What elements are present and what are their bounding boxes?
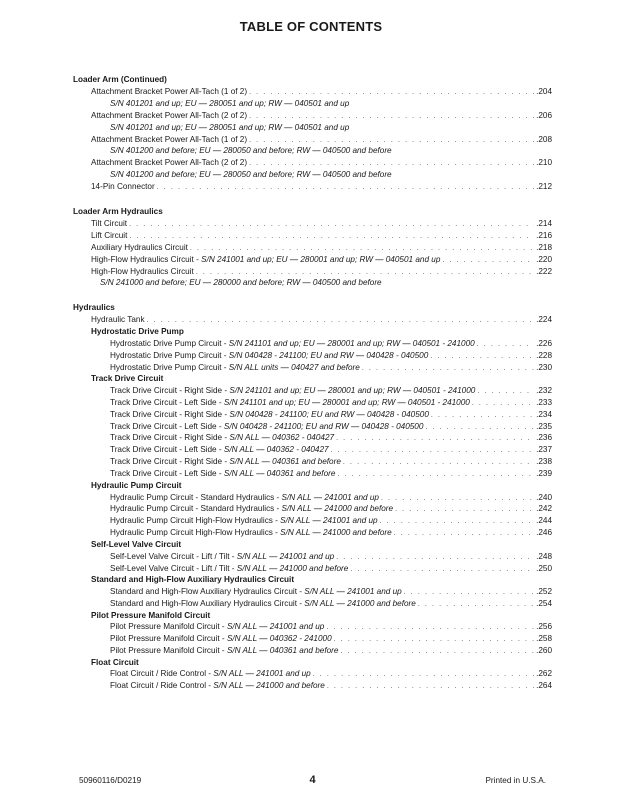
dot-leader (327, 681, 534, 693)
entry-title (110, 527, 392, 539)
page-number: 4 (309, 774, 316, 786)
entry-title-text: Attachment Bracket Power All-Tach (1 of 2) (91, 134, 248, 144)
entry-title-text: Self-Level Valve Circuit - Lift / Tilt - (110, 551, 237, 561)
toc-entry[interactable] (73, 362, 552, 374)
entry-page-number: .236 (536, 433, 552, 443)
entry-title (110, 515, 378, 527)
section-heading: Loader Arm (Continued) (73, 75, 167, 84)
entry-serial-range: S/N ALL — 241000 and before (281, 504, 394, 514)
dot-leader (477, 339, 534, 351)
toc-entry[interactable] (73, 668, 552, 680)
entry-page-number: .212 (536, 182, 552, 192)
entry-serial-range: S/N 401200 and before; EU — 280050 and before; RW — 040500 and before (110, 170, 392, 180)
entry-serial-range: S/N ALL — 040361 and before (223, 469, 336, 479)
entry-page-number: .226 (536, 338, 552, 348)
entry-title-text: Attachment Bracket Power All-Tach (1 of 2) (91, 87, 248, 96)
dot-leader (472, 398, 534, 410)
entry-page-number: .222 (536, 266, 552, 276)
entry-serial-range: S/N ALL — 241001 and up (280, 516, 378, 526)
entry-serial-range: S/N ALL — 040361 and before (229, 457, 341, 467)
entry-serial-range: S/N ALL — 241001 and up (281, 492, 379, 502)
toc-entry[interactable] (73, 633, 552, 645)
entry-title-text: Hydraulic Tank (91, 315, 145, 325)
toc-entry[interactable] (73, 456, 552, 468)
toc-section (73, 302, 552, 692)
entry-title (91, 110, 247, 122)
entry-title-text: Auxiliary Hydraulics Circuit (91, 242, 188, 252)
entry-page-number: .210 (536, 158, 552, 168)
toc-section (73, 206, 552, 289)
entry-title-text: Lift Circuit (91, 230, 128, 240)
toc-entry[interactable] (73, 645, 552, 657)
entry-title (110, 563, 348, 575)
toc-entry[interactable] (73, 551, 552, 563)
entry-title (110, 492, 379, 504)
dot-leader (343, 457, 534, 469)
entry-title-text: Track Drive Circuit - Left Side - (110, 445, 224, 455)
entry-title-text: Track Drive Circuit - Right Side - (110, 433, 230, 443)
entry-title (110, 586, 402, 598)
entry-page-number: .218 (536, 242, 552, 252)
entry-title-text: Track Drive Circuit - Left Side - (110, 469, 224, 479)
dot-leader (157, 182, 534, 194)
dot-leader (362, 363, 534, 375)
entry-title-text: Hydrostatic Drive Pump Circuit - (110, 362, 229, 372)
entry-page-number: .262 (536, 669, 552, 679)
entry-title-text: Standard and High-Flow Auxiliary Hydraulics Circuit - (110, 598, 305, 608)
entry-title (91, 254, 440, 266)
toc-entry[interactable] (73, 254, 552, 266)
entry-title-text: Hydrostatic Drive Pump Circuit - (110, 350, 229, 360)
entry-serial-range: S/N 040428 - 241100; EU and RW — 040428 - 040500 (229, 409, 429, 419)
entry-page-number: .230 (536, 362, 552, 372)
entry-title-text: 14-Pin Connector (91, 182, 155, 192)
entry-page-number: .238 (536, 457, 552, 467)
table-of-contents (73, 74, 552, 692)
entry-page-number: .256 (536, 622, 552, 632)
entry-serial-range: S/N ALL — 241001 and up (304, 586, 402, 596)
entry-serial-range: S/N 241101 and up; EU — 280001 and up; RW — 040501 - 241000 (223, 397, 470, 407)
entry-title-text: Track Drive Circuit - Left Side - (110, 397, 224, 407)
dot-leader (380, 516, 534, 528)
entry-title (110, 645, 338, 657)
dot-leader (394, 528, 534, 540)
entry-title-text: Hydrostatic Drive Pump Circuit - (110, 338, 229, 348)
dot-leader (340, 646, 534, 658)
toc-entry[interactable] (73, 503, 552, 515)
entry-page-number: .248 (536, 551, 552, 561)
toc-entry[interactable] (73, 338, 552, 350)
entry-title (91, 314, 145, 326)
entry-page-number: .206 (536, 110, 552, 120)
toc-entry[interactable] (73, 409, 552, 421)
entry-title (91, 242, 188, 254)
entry-serial-range: S/N ALL — 241000 and before (304, 598, 416, 608)
entry-title (110, 456, 341, 468)
toc-entry[interactable] (73, 515, 552, 527)
entry-title-text: Track Drive Circuit - Right Side - (110, 409, 230, 419)
entry-title-text: Pilot Pressure Manifold Circuit - (110, 645, 227, 655)
toc-entry[interactable] (73, 444, 552, 456)
entry-title (110, 432, 334, 444)
entry-serial-range: S/N 401201 and up; EU — 280051 and up; RW — 040501 and up (110, 122, 350, 132)
entry-page-number: .239 (536, 469, 552, 479)
toc-entry[interactable] (73, 421, 552, 433)
entry-title (91, 181, 155, 193)
entry-serial-range: S/N ALL — 241000 and before (280, 528, 392, 538)
section-heading: Loader Arm Hydraulics (73, 207, 163, 217)
entry-title (110, 598, 416, 610)
toc-entry[interactable] (73, 181, 552, 193)
toc-entry[interactable] (73, 86, 552, 110)
dot-leader (334, 634, 534, 646)
entry-title-text: Float Circuit / Ride Control - (110, 681, 214, 691)
toc-section (73, 74, 552, 193)
toc-entry[interactable] (73, 598, 552, 610)
entry-page-number: .254 (536, 598, 552, 608)
entry-page-number: .224 (536, 315, 552, 325)
entry-page-number: .242 (536, 504, 552, 514)
entry-page-number: .264 (536, 681, 552, 691)
entry-title-text: Hydraulic Pump Circuit High-Flow Hydraulics - (110, 516, 281, 526)
entry-serial-range: S/N ALL — 241000 and before (213, 681, 325, 691)
toc-entry[interactable] (73, 397, 552, 409)
entry-page-number: .250 (536, 563, 552, 573)
dot-leader (381, 493, 534, 505)
entry-serial-range: S/N 401200 and before; EU — 280050 and before; RW — 040500 and before (110, 146, 392, 156)
entry-title (110, 444, 329, 456)
entry-page-number: .214 (536, 219, 552, 229)
entry-title-text: Hydraulic Pump Circuit High-Flow Hydraulics - (110, 528, 281, 538)
entry-page-number: .233 (536, 397, 552, 407)
subsection-heading: Hydrostatic Drive Pump (91, 327, 184, 337)
subsection-heading: Self-Level Valve Circuit (91, 540, 182, 550)
entry-page-number: .232 (536, 385, 552, 395)
entry-title-text: Float Circuit / Ride Control - (110, 669, 214, 679)
entry-title (110, 385, 475, 397)
subsection-heading: Hydraulic Pump Circuit (91, 481, 182, 491)
entry-page-number: .237 (536, 445, 552, 455)
entry-serial-range: S/N ALL — 241000 and before (236, 563, 349, 573)
toc-entry[interactable] (73, 242, 552, 254)
dot-leader (337, 469, 534, 481)
entry-page-number: .234 (536, 409, 552, 419)
toc-entry[interactable] (73, 110, 552, 134)
toc-entry[interactable] (73, 527, 552, 539)
entry-serial-range: S/N ALL — 241001 and up (236, 551, 335, 561)
entry-title (91, 218, 127, 230)
subsection-heading: Pilot Pressure Manifold Circuit (91, 610, 211, 620)
entry-serial-range: S/N ALL — 040362 - 040427 (229, 433, 335, 443)
entry-serial-range: S/N ALL — 241001 and up (226, 622, 325, 632)
entry-title-text: Tilt Circuit (91, 219, 128, 229)
page-title: TABLE OF CONTENTS (239, 19, 383, 34)
entry-title (110, 503, 393, 515)
toc-entry[interactable] (73, 218, 552, 230)
subsection-heading: Standard and High-Flow Auxiliary Hydraulics Circuit (91, 575, 295, 585)
dot-leader (129, 231, 534, 243)
dot-leader (326, 622, 534, 634)
entry-serial-range: S/N 241000 and before; EU — 280000 and before; RW — 040500 and before (100, 278, 382, 288)
entry-serial-range: S/N 040428 - 241100; EU and RW — 040428 - 040500 (223, 421, 424, 431)
entry-title (110, 621, 324, 633)
entry-title-text: High-Flow Hydraulics Circuit - (91, 254, 202, 264)
entry-page-number: .258 (536, 634, 552, 644)
dot-leader (313, 669, 534, 681)
entry-title (91, 134, 247, 146)
entry-page-number: .252 (536, 586, 552, 596)
printed-in: Printed in U.S.A. (485, 776, 546, 785)
dot-leader (418, 599, 534, 611)
subsection-heading: Track Drive Circuit (91, 374, 164, 384)
entry-title-text: Pilot Pressure Manifold Circuit - (110, 634, 227, 644)
entry-title (110, 397, 470, 409)
entry-title-text: Track Drive Circuit - Right Side - (110, 385, 230, 395)
entry-title (91, 86, 247, 98)
toc-entry[interactable] (73, 157, 552, 181)
entry-page-number: .244 (536, 516, 552, 526)
entry-title (110, 338, 475, 350)
entry-serial-range: S/N ALL — 241001 and up (213, 669, 311, 679)
toc-entry[interactable] (73, 230, 552, 242)
entry-serial-range: S/N 040428 - 241100; EU and RW — 040428 - 040500 (228, 350, 429, 360)
entry-serial-range: S/N ALL — 040362 - 040427 (223, 445, 329, 455)
entry-title (110, 421, 423, 433)
dot-leader (425, 422, 534, 434)
entry-title (110, 409, 429, 421)
toc-entry[interactable] (73, 385, 552, 397)
entry-title (110, 362, 360, 374)
entry-title (91, 266, 194, 278)
entry-title (91, 157, 247, 169)
entry-title-text: Hydraulic Pump Circuit - Standard Hydraulics - (110, 492, 282, 502)
document-number: 50960116/D0219 (79, 776, 142, 785)
dot-leader (336, 552, 534, 564)
entry-title-text: Attachment Bracket Power All-Tach (2 of 2) (91, 110, 248, 120)
dot-leader (331, 445, 534, 457)
entry-serial-range: S/N ALL — 040361 and before (226, 645, 339, 655)
dot-leader (395, 504, 534, 516)
entry-title (110, 468, 335, 480)
toc-entry[interactable] (73, 563, 552, 575)
toc-entry[interactable] (73, 432, 552, 444)
entry-serial-range: S/N ALL — 040362 - 241000 (226, 634, 332, 644)
entry-serial-range: S/N 241101 and up; EU — 280001 and up; RW — 040501 - 241000 (229, 385, 476, 395)
entry-title-text: High-Flow Hydraulics Circuit (91, 266, 194, 276)
dot-leader (129, 219, 534, 231)
toc-entry[interactable] (73, 314, 552, 326)
entry-title (110, 551, 334, 563)
toc-entry[interactable] (73, 350, 552, 362)
entry-title-text: Attachment Bracket Power All-Tach (2 of 2) (91, 158, 248, 168)
entry-page-number: .204 (536, 87, 552, 96)
entry-page-number: .240 (536, 492, 552, 502)
toc-entry[interactable] (73, 621, 552, 633)
entry-title (110, 633, 332, 645)
subsection-heading: Float Circuit (91, 657, 139, 667)
dot-leader (430, 351, 534, 363)
toc-entry[interactable] (73, 586, 552, 598)
entry-title (110, 350, 428, 362)
entry-page-number: .260 (536, 645, 552, 655)
toc-entry[interactable] (73, 266, 552, 290)
dot-leader (477, 386, 534, 398)
dot-leader (404, 587, 534, 599)
entry-page-number: .228 (536, 350, 552, 360)
entry-page-number: .208 (536, 134, 552, 144)
entry-page-number: .246 (536, 528, 552, 538)
entry-title (110, 680, 325, 692)
entry-serial-range: S/N ALL units — 040427 and before (228, 362, 360, 372)
entry-title (110, 668, 311, 680)
entry-serial-range: S/N 241101 and up; EU — 280001 and up; RW — 040501 - 241000 (228, 338, 475, 348)
entry-title (91, 230, 127, 242)
toc-entry[interactable] (73, 468, 552, 480)
dot-leader (442, 255, 534, 267)
toc-entry[interactable] (73, 680, 552, 692)
entry-title-text: Track Drive Circuit - Right Side - (110, 457, 230, 467)
toc-entry[interactable] (73, 492, 552, 504)
entry-serial-range: S/N 401201 and up; EU — 280051 and up; RW — 040501 and up (110, 98, 350, 108)
dot-leader (249, 111, 534, 123)
dot-leader (336, 433, 534, 445)
section-heading: Hydraulics (73, 303, 115, 313)
entry-page-number: .216 (536, 230, 552, 240)
dot-leader (350, 564, 534, 576)
toc-entry[interactable] (73, 134, 552, 158)
entry-title-text: Standard and High-Flow Auxiliary Hydraulics Circuit - (110, 586, 305, 596)
dot-leader (147, 315, 535, 327)
entry-page-number: .220 (536, 254, 552, 264)
entry-page-number: .235 (536, 421, 552, 431)
entry-title-text: Pilot Pressure Manifold Circuit - (110, 622, 227, 632)
entry-title-text: Track Drive Circuit - Left Side - (110, 421, 224, 431)
entry-title-text: Self-Level Valve Circuit - Lift / Tilt - (110, 563, 237, 573)
entry-title-text: Hydraulic Pump Circuit - Standard Hydraulics - (110, 504, 282, 514)
dot-leader (431, 410, 534, 422)
entry-serial-range: S/N 241001 and up; EU — 280001 and up; RW — 040501 and up (201, 254, 441, 264)
